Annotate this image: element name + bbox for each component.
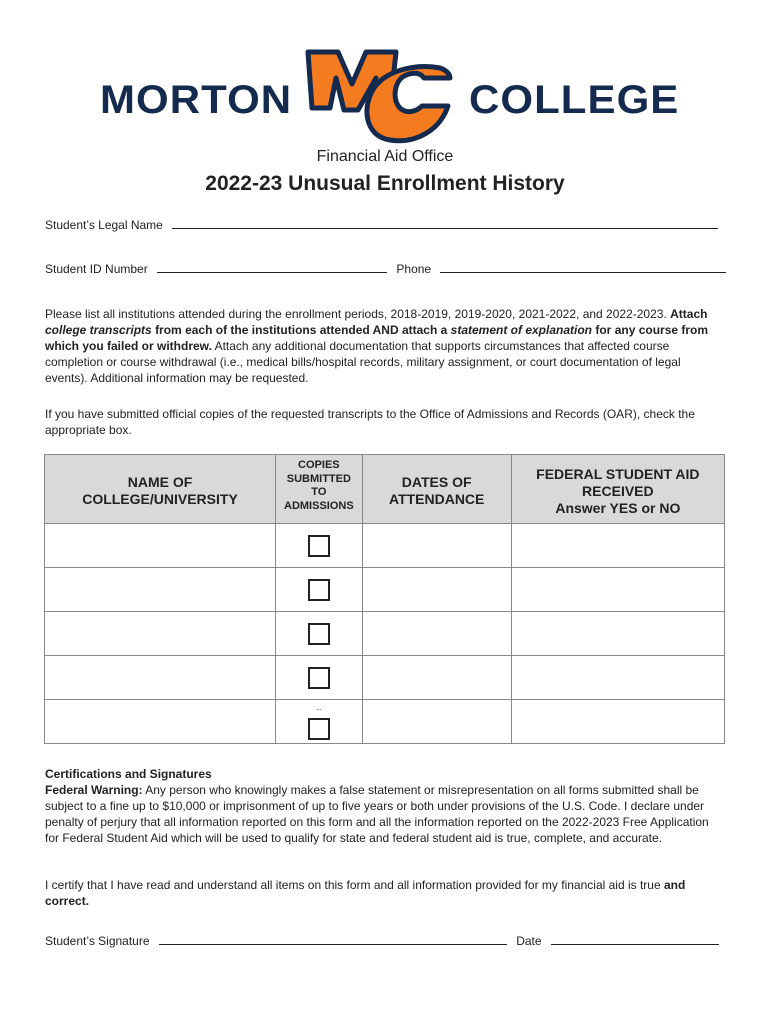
signature-field[interactable] (159, 933, 507, 945)
legal-name-field[interactable] (172, 217, 718, 229)
column-header-copies-text: COPIES SUBMITTED TO ADMISSIONS (284, 459, 354, 512)
institutions-table (44, 454, 725, 744)
signature-row (45, 933, 719, 948)
federal-warning-label: Federal Warning: (45, 783, 143, 797)
student-id-label: Student ID Number (45, 262, 148, 276)
dates-cell[interactable] (362, 568, 511, 612)
table-row (45, 656, 725, 700)
instructions-paragraph (45, 306, 725, 386)
college-name-cell[interactable] (45, 612, 276, 656)
date-field[interactable] (551, 933, 719, 945)
copies-cell (276, 612, 363, 656)
signature-label: Student’s Signature (45, 934, 150, 948)
dates-cell[interactable] (362, 524, 511, 568)
column-header-dates-text: DATES OF ATTENDANCE (388, 474, 485, 507)
instructions-bold-italic-2: statement of explanation (450, 323, 593, 337)
column-header-federal-aid-text: FEDERAL STUDENT AID RECEIVED (536, 466, 700, 499)
table-row (45, 700, 725, 744)
federal-warning-text: Any person who knowingly makes a false statement or misrepresentation on all forms submitted shall be subject to a fine up to $10,000 or imprisonment of up to five years or both under provisions of the U.S. Code. I declare under penalty of perjury that all information reported on this form and all the information reported on the 2022-2023 Free Application for Federal Student Aid which will be used to qualify for state and federal student aid is true, complete, and accurate. (45, 783, 709, 845)
oar-instructions: If you have submitted official copies of the requested transcripts to the Office of Admissions and Records (OAR), check the appropriate box. (45, 407, 695, 437)
college-logo (300, 44, 460, 148)
copies-checkbox[interactable] (308, 623, 330, 645)
copies-checkbox[interactable] (308, 535, 330, 557)
page-title: 2022-23 Unusual Enrollment History (205, 172, 565, 195)
college-name-cell[interactable] (45, 568, 276, 612)
column-header-name (45, 455, 276, 524)
federal-aid-cell[interactable] (511, 656, 724, 700)
federal-warning (45, 782, 725, 846)
legal-name-label: Student’s Legal Name (45, 218, 163, 232)
federal-aid-cell[interactable] (511, 700, 724, 744)
table-row (45, 524, 725, 568)
logo-word-college: COLLEGE (469, 78, 680, 122)
column-header-federal-aid-sub: Answer YES or NO (555, 500, 681, 516)
copies-cell (276, 568, 363, 612)
copies-cell (276, 700, 363, 744)
dates-cell[interactable] (362, 612, 511, 656)
table-row (45, 568, 725, 612)
row-mark: .. (316, 701, 322, 712)
table-row (45, 612, 725, 656)
certify-statement (45, 877, 725, 909)
phone-label: Phone (396, 262, 432, 276)
column-header-copies (276, 455, 363, 524)
dates-cell[interactable] (362, 700, 511, 744)
student-id-row (45, 261, 726, 276)
student-id-field[interactable] (157, 261, 387, 273)
phone-field[interactable] (440, 261, 726, 273)
instructions-bold-2: from each of the institutions attended AND attach a (155, 323, 448, 337)
instructions-text-1: Please list all institutions attended during the enrollment periods, 2018-2019, 2019-2020, 2021-2022, and 2022-2023. (45, 307, 667, 321)
college-name-cell[interactable] (45, 656, 276, 700)
federal-aid-cell[interactable] (511, 568, 724, 612)
column-header-dates (362, 455, 511, 524)
column-header-federal-aid (511, 455, 724, 524)
column-header-name-text: NAME OF COLLEGE/UNIVERSITY (82, 474, 238, 507)
copies-checkbox[interactable] (308, 718, 330, 740)
college-name-cell[interactable] (45, 700, 276, 744)
instructions-bold-italic-1: college transcripts (45, 323, 152, 337)
instructions-bold-3: for any course from which you failed or withdrew. (45, 323, 709, 353)
legal-name-row (45, 217, 718, 232)
certifications-heading: Certifications and Signatures (45, 767, 212, 781)
copies-cell (276, 524, 363, 568)
instructions-text-2: Attach any additional documentation that supports circumstances that affected course completion or course withdrawal (i.e., medical bills/hospital records, military assignment, or court documentation of legal events). Additional information may be requested. (45, 339, 681, 385)
federal-aid-cell[interactable] (511, 612, 724, 656)
office-name: Financial Aid Office (316, 148, 454, 165)
copies-checkbox[interactable] (308, 667, 330, 689)
date-label: Date (516, 934, 542, 948)
logo-word-morton: MORTON (100, 78, 293, 122)
copies-cell (276, 656, 363, 700)
dates-cell[interactable] (362, 656, 511, 700)
college-name-cell[interactable] (45, 524, 276, 568)
federal-aid-cell[interactable] (511, 524, 724, 568)
certify-bold: and correct. (45, 878, 686, 908)
copies-checkbox[interactable] (308, 579, 330, 601)
certify-text: I certify that I have read and understand all items on this form and all information provided for my financial aid is true (45, 878, 661, 892)
instructions-bold-1: Attach (670, 307, 708, 321)
